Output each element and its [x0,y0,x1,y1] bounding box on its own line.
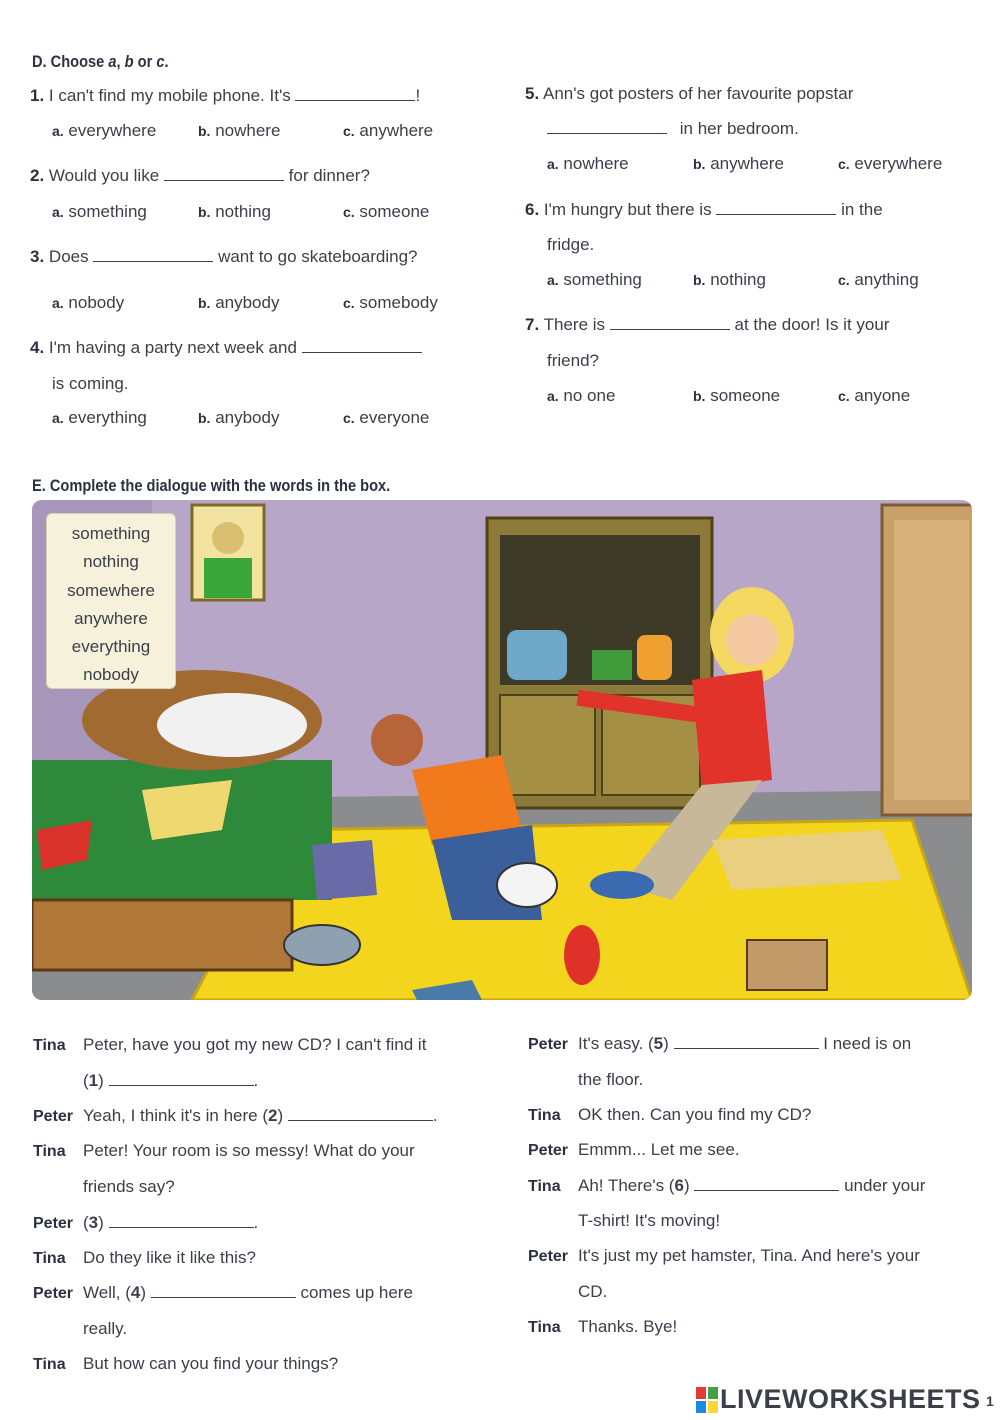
word-box-item[interactable]: somewhere [67,580,155,600]
dialogue-line: But how can you find your things? [83,1354,339,1373]
page-number: 1 [986,1393,994,1409]
dialogue-blank-5[interactable] [674,1034,819,1049]
word-box-item[interactable]: something [71,524,151,543]
wardrobe-door-left [500,695,595,795]
speaker-tina: Tina [528,1319,561,1336]
liveworksheets-brand: LIVEWORKSHEETS [720,1384,981,1414]
speaker-peter: Peter [528,1142,569,1159]
girl-shoe [590,871,654,899]
q5-option-c[interactable]: c. everywhere [838,154,943,173]
speaker-tina: Tina [33,1143,66,1160]
question-1: 1. I can't find my mobile phone. It's ! [30,86,421,105]
speaker-tina: Tina [528,1178,561,1195]
q3-option-a[interactable]: a. nobody [52,293,125,312]
q7-option-b[interactable]: b. someone [693,386,781,405]
q7-option-c[interactable]: c. anyone [838,386,911,405]
speaker-peter: Peter [528,1248,569,1265]
boy-shoe [497,863,557,907]
q4-option-a[interactable]: a. everything [52,408,147,427]
q6-option-a[interactable]: a. something [547,270,642,289]
section-e-heading: E. Complete the dialogue with the words in the box. [32,476,391,495]
q4-option-c[interactable]: c. everyone [343,408,430,427]
dialogue-blank-2[interactable] [288,1106,433,1121]
dialogue-line: OK then. Can you find my CD? [578,1105,812,1124]
question-6-continued: fridge. [547,235,595,254]
word-box [46,513,176,689]
dialogue-line: Peter, have you got my new CD? I can't find it [83,1035,427,1054]
dialogue-line: Emmm... Let me see. [578,1140,740,1159]
answer-blank-5[interactable] [547,119,667,134]
question-5: 5. Ann's got posters of her favourite popstar [525,84,854,103]
dialogue-line-blank-6: Ah! There's (6) under your [578,1176,926,1195]
q2-option-b[interactable]: b. nothing [198,202,271,221]
answer-blank-7[interactable] [610,315,730,330]
bed-frame [32,900,292,970]
q6-option-b[interactable]: b. nothing [693,270,766,289]
dialogue-line-blank-4: Well, (4) comes up here [83,1283,413,1302]
section-d-heading: D. Choose a, b or c. [32,52,169,71]
stacked-hats [637,635,672,680]
girl-face [726,614,778,666]
dialogue-line: T-shirt! It's moving! [578,1211,721,1230]
question-4: 4. I'm having a party next week and [30,338,422,358]
speaker-tina: Tina [33,1356,66,1373]
liveworksheets-logo[interactable] [696,1385,996,1415]
dialogue-line-blank-3: (3) . [83,1213,259,1232]
box [747,940,827,990]
dialogue-blank-4[interactable] [151,1283,296,1298]
q1-option-c[interactable]: c. anywhere [343,121,434,140]
messy-room-illustration [32,500,972,1000]
speaker-tina: Tina [33,1037,66,1054]
q3-option-b[interactable]: b. anybody [198,293,280,312]
dialogue-line-blank-5: It's easy. (5) I need is on [578,1034,912,1053]
dialogue-line: Do they like it like this? [83,1248,256,1267]
red-shoe [564,925,600,985]
girl-shirt [692,670,772,790]
shoe [284,925,360,965]
dialogue-line: It's just my pet hamster, Tina. And here's your [578,1246,920,1265]
dialogue-line: Thanks. Bye! [578,1317,678,1336]
dialogue-line: friends say? [83,1177,175,1196]
q5-option-b[interactable]: b. anywhere [693,154,784,173]
answer-blank-6[interactable] [716,200,836,215]
q6-option-c[interactable]: c. anything [838,270,919,289]
dialogue-line-blank-1: (1) . [83,1071,259,1090]
books [592,650,632,680]
bag [312,840,377,900]
q2-option-c[interactable]: c. someone [343,202,430,221]
boy-head [371,714,423,766]
word-box-item[interactable]: nothing [83,552,139,572]
q2-option-a[interactable]: a. something [52,202,147,221]
dialogue-blank-6[interactable] [694,1176,839,1191]
liveworksheets-icon [696,1387,718,1413]
question-7-continued: friend? [547,351,599,370]
speaker-peter: Peter [528,1036,569,1053]
clothes-pile [507,630,567,680]
dialogue-line-blank-2: Yeah, I think it's in here (2) . [83,1106,438,1125]
dialogue-blank-3[interactable] [109,1213,254,1228]
poster-face [212,522,244,554]
question-6: 6. I'm hungry but there is in the [525,200,883,219]
question-5-continued: in her bedroom. [547,119,799,139]
dialogue-line: Peter! Your room is so messy! What do your [83,1141,415,1160]
speaker-tina: Tina [528,1107,561,1124]
dialogue-line: CD. [578,1282,608,1301]
q4-option-b[interactable]: b. anybody [198,408,280,427]
pillow [157,693,307,757]
speaker-tina: Tina [33,1250,66,1267]
door-panel [894,520,969,800]
word-box-item[interactable]: nobody [83,665,139,685]
clothes-pile-floor [712,830,902,890]
q7-option-a[interactable]: a. no one [547,386,616,405]
poster-shirt [204,558,252,598]
q1-option-b[interactable]: b. nowhere [198,121,281,140]
question-4-continued: is coming. [52,374,129,393]
dialogue-line: really. [83,1319,128,1338]
question-2: 2. Would you like for dinner? [30,166,370,185]
answer-blank-4[interactable] [302,338,422,353]
dialogue-blank-1[interactable] [109,1071,254,1086]
word-box-item[interactable]: anywhere [74,608,148,628]
q1-option-a[interactable]: a. everywhere [52,121,157,140]
dialogue-line: the floor. [578,1070,644,1089]
answer-blank-1[interactable] [295,86,415,101]
question-7: 7. There is at the door! Is it your [525,315,890,334]
answer-blank-2[interactable] [164,166,284,181]
speaker-peter: Peter [33,1108,74,1125]
word-box-item[interactable]: everything [71,637,151,657]
answer-blank-3[interactable] [93,247,213,262]
q3-option-c[interactable]: c. somebody [343,293,438,312]
q5-option-a[interactable]: a. nowhere [547,154,629,173]
question-3: 3. Does want to go skateboarding? [30,247,418,266]
speaker-peter: Peter [33,1285,74,1302]
speaker-peter: Peter [33,1215,74,1232]
